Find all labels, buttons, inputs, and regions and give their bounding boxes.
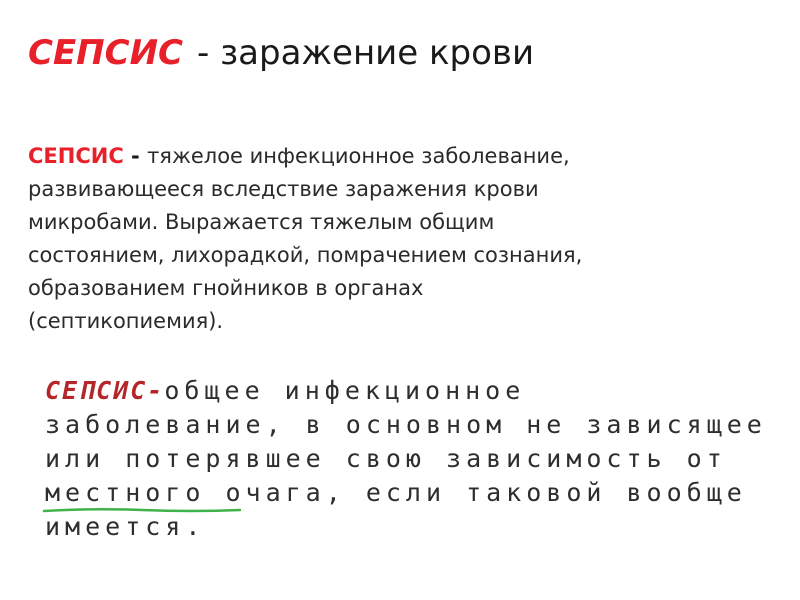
green-underline-mark <box>42 506 242 514</box>
handwritten-line: или потерявшее свою зависимость от <box>45 444 727 473</box>
handwritten-definition <box>45 374 765 544</box>
definition-line <box>28 140 748 173</box>
title-term: СЕПСИС <box>28 33 183 73</box>
definition-line: образованием гнойников в органах <box>28 276 424 300</box>
definition-line: микробами. Выражается тяжелым общим <box>28 210 495 234</box>
title-rest: - заражение крови <box>197 33 535 73</box>
definition-dash: - <box>123 144 148 168</box>
handwritten-line: местного очага, если таковой вообще <box>45 478 747 507</box>
definition-term: СЕПСИС <box>28 144 124 168</box>
slide-title <box>28 30 534 76</box>
handwritten-line <box>45 374 765 408</box>
handwritten-line: имеется. <box>45 512 206 541</box>
definition-line: (септикопиемия). <box>28 309 224 333</box>
handwritten-term: СЕПСИС- <box>45 376 165 405</box>
definition-line: развивающееся вследствие заражения крови <box>28 177 539 201</box>
handwritten-line: заболевание, в основном не зависящее <box>45 410 767 439</box>
definition-line: состоянием, лихорадкой, помрачением сознания, <box>28 243 583 267</box>
definition-block <box>28 140 748 338</box>
handwritten-text: общее инфекционное <box>164 376 526 405</box>
definition-text: тяжелое инфекционное заболевание, <box>147 144 570 168</box>
